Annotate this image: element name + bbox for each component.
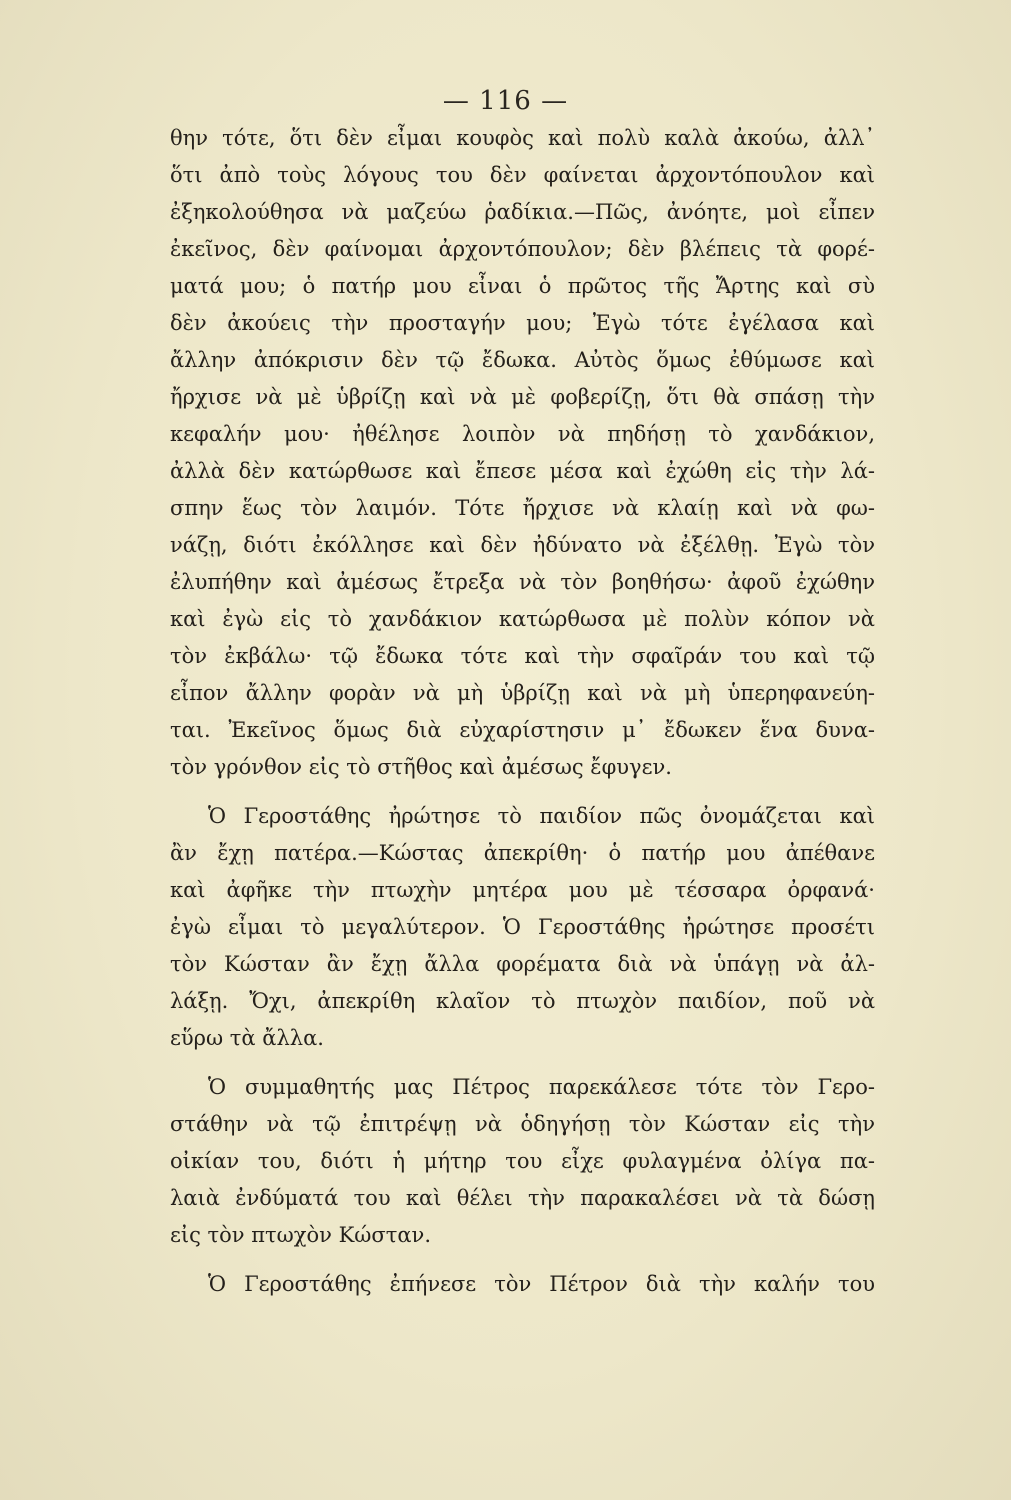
text-line: Ὁ Γεροστάθης ἠρώτησε τὸ παιδίον πῶς ὀνομάζεται καὶ [208, 804, 875, 828]
text-line: ἐκεῖνος, δὲν φαίνομαι ἀρχοντόπουλον; δὲν βλέπεις τὰ φορέ- [170, 237, 875, 261]
text-line: ματά μου; ὁ πατήρ μου εἶναι ὁ πρῶτος τῆς Ἄρτης καὶ σὺ [170, 274, 875, 298]
text-line: λαιὰ ἐνδύματά του καὶ θέλει τὴν παρακαλέσει νὰ τὰ δώσῃ [170, 1186, 875, 1210]
text-line: ται. Ἐκεῖνος ὅμως διὰ εὐχαρίστησιν μ᾽ ἔδωκεν ἕνα δυνα- [170, 718, 875, 742]
body-text [170, 120, 875, 1303]
text-line: τὸν Κώσταν ἂν ἔχῃ ἄλλα φορέματα διὰ νὰ ὑπάγῃ νὰ ἀλ- [170, 952, 875, 976]
text-line: εἶπον ἄλλην φορὰν νὰ μὴ ὑβρίζῃ καὶ νὰ μὴ ὑπερηφανεύη- [170, 681, 875, 705]
text-line: εὕρω τὰ ἄλλα. [170, 1026, 324, 1050]
text-line: εἰς τὸν πτωχὸν Κώσταν. [170, 1223, 431, 1247]
page-number: — 116 — [442, 86, 569, 116]
text-line: ὅτι ἀπὸ τοὺς λόγους του δὲν φαίνεται ἀρχοντόπουλον καὶ [170, 163, 875, 187]
text-line: ἤρχισε νὰ μὲ ὑβρίζῃ καὶ νὰ μὲ φοβερίζῃ, ὅτι θὰ σπάσῃ τὴν [170, 385, 875, 409]
text-line: λάξῃ. Ὄχι, ἀπεκρίθη κλαῖον τὸ πτωχὸν παιδίον, ποῦ νὰ [170, 989, 875, 1013]
text-line: κεφαλήν μου· ἠθέλησε λοιπὸν νὰ πηδήσῃ τὸ χανδάκιον, [170, 422, 875, 446]
text-line: οἰκίαν του, διότι ἡ μήτηρ του εἶχε φυλαγμένα ὀλίγα πα- [170, 1149, 875, 1173]
text-line: ἐγὼ εἶμαι τὸ μεγαλύτερον. Ὁ Γεροστάθης ἠρώτησε προσέτι [170, 915, 875, 939]
text-line: ἐλυπήθην καὶ ἀμέσως ἔτρεξα νὰ τὸν βοηθήσω· ἀφοῦ ἐχώθην [170, 570, 875, 594]
text-line: θην τότε, ὅτι δὲν εἶμαι κουφὸς καὶ πολὺ καλὰ ἀκούω, ἀλλ᾽ [170, 126, 875, 150]
text-line: τὸν ἐκβάλω· τῷ ἔδωκα τότε καὶ τὴν σφαῖράν του καὶ τῷ [170, 644, 875, 668]
text-line: ἂν ἔχῃ πατέρα.—Κώστας ἀπεκρίθη· ὁ πατήρ μου ἀπέθανε [170, 841, 875, 865]
text-line: Ὁ συμμαθητής μας Πέτρος παρεκάλεσε τότε τὸν Γερο- [208, 1075, 875, 1099]
text-line: νάζῃ, διότι ἐκόλλησε καὶ δὲν ἠδύνατο νὰ ἐξέλθῃ. Ἐγὼ τὸν [170, 533, 875, 557]
text-line: στάθην νὰ τῷ ἐπιτρέψῃ νὰ ὁδηγήσῃ τὸν Κώσταν εἰς τὴν [170, 1112, 875, 1136]
text-line: ἀλλὰ δὲν κατώρθωσε καὶ ἔπεσε μέσα καὶ ἐχώθη εἰς τὴν λά- [170, 459, 875, 483]
text-line: Ὁ Γεροστάθης ἐπήνεσε τὸν Πέτρον διὰ τὴν καλήν του [208, 1272, 875, 1296]
text-line: ἄλλην ἀπόκρισιν δὲν τῷ ἔδωκα. Αὐτὸς ὅμως ἐθύμωσε καὶ [170, 348, 875, 372]
text-line: καὶ ἐγὼ εἰς τὸ χανδάκιον κατώρθωσα μὲ πολὺν κόπον νὰ [170, 607, 875, 631]
text-line: τὸν γρόνθον εἰς τὸ στῆθος καὶ ἀμέσως ἔφυγεν. [170, 755, 672, 779]
text-line: ἐξηκολούθησα νὰ μαζεύω ῥαδίκια.—Πῶς, ἀνόητε, μοὶ εἶπεν [170, 200, 875, 224]
text-line: σπην ἕως τὸν λαιμόν. Τότε ἤρχισε νὰ κλαίῃ καὶ νὰ φω- [170, 496, 875, 520]
text-line: δὲν ἀκούεις τὴν προσταγήν μου; Ἐγὼ τότε ἐγέλασα καὶ [170, 311, 875, 335]
text-line: καὶ ἀφῆκε τὴν πτωχὴν μητέρα μου μὲ τέσσαρα ὀρφανά· [170, 878, 875, 902]
